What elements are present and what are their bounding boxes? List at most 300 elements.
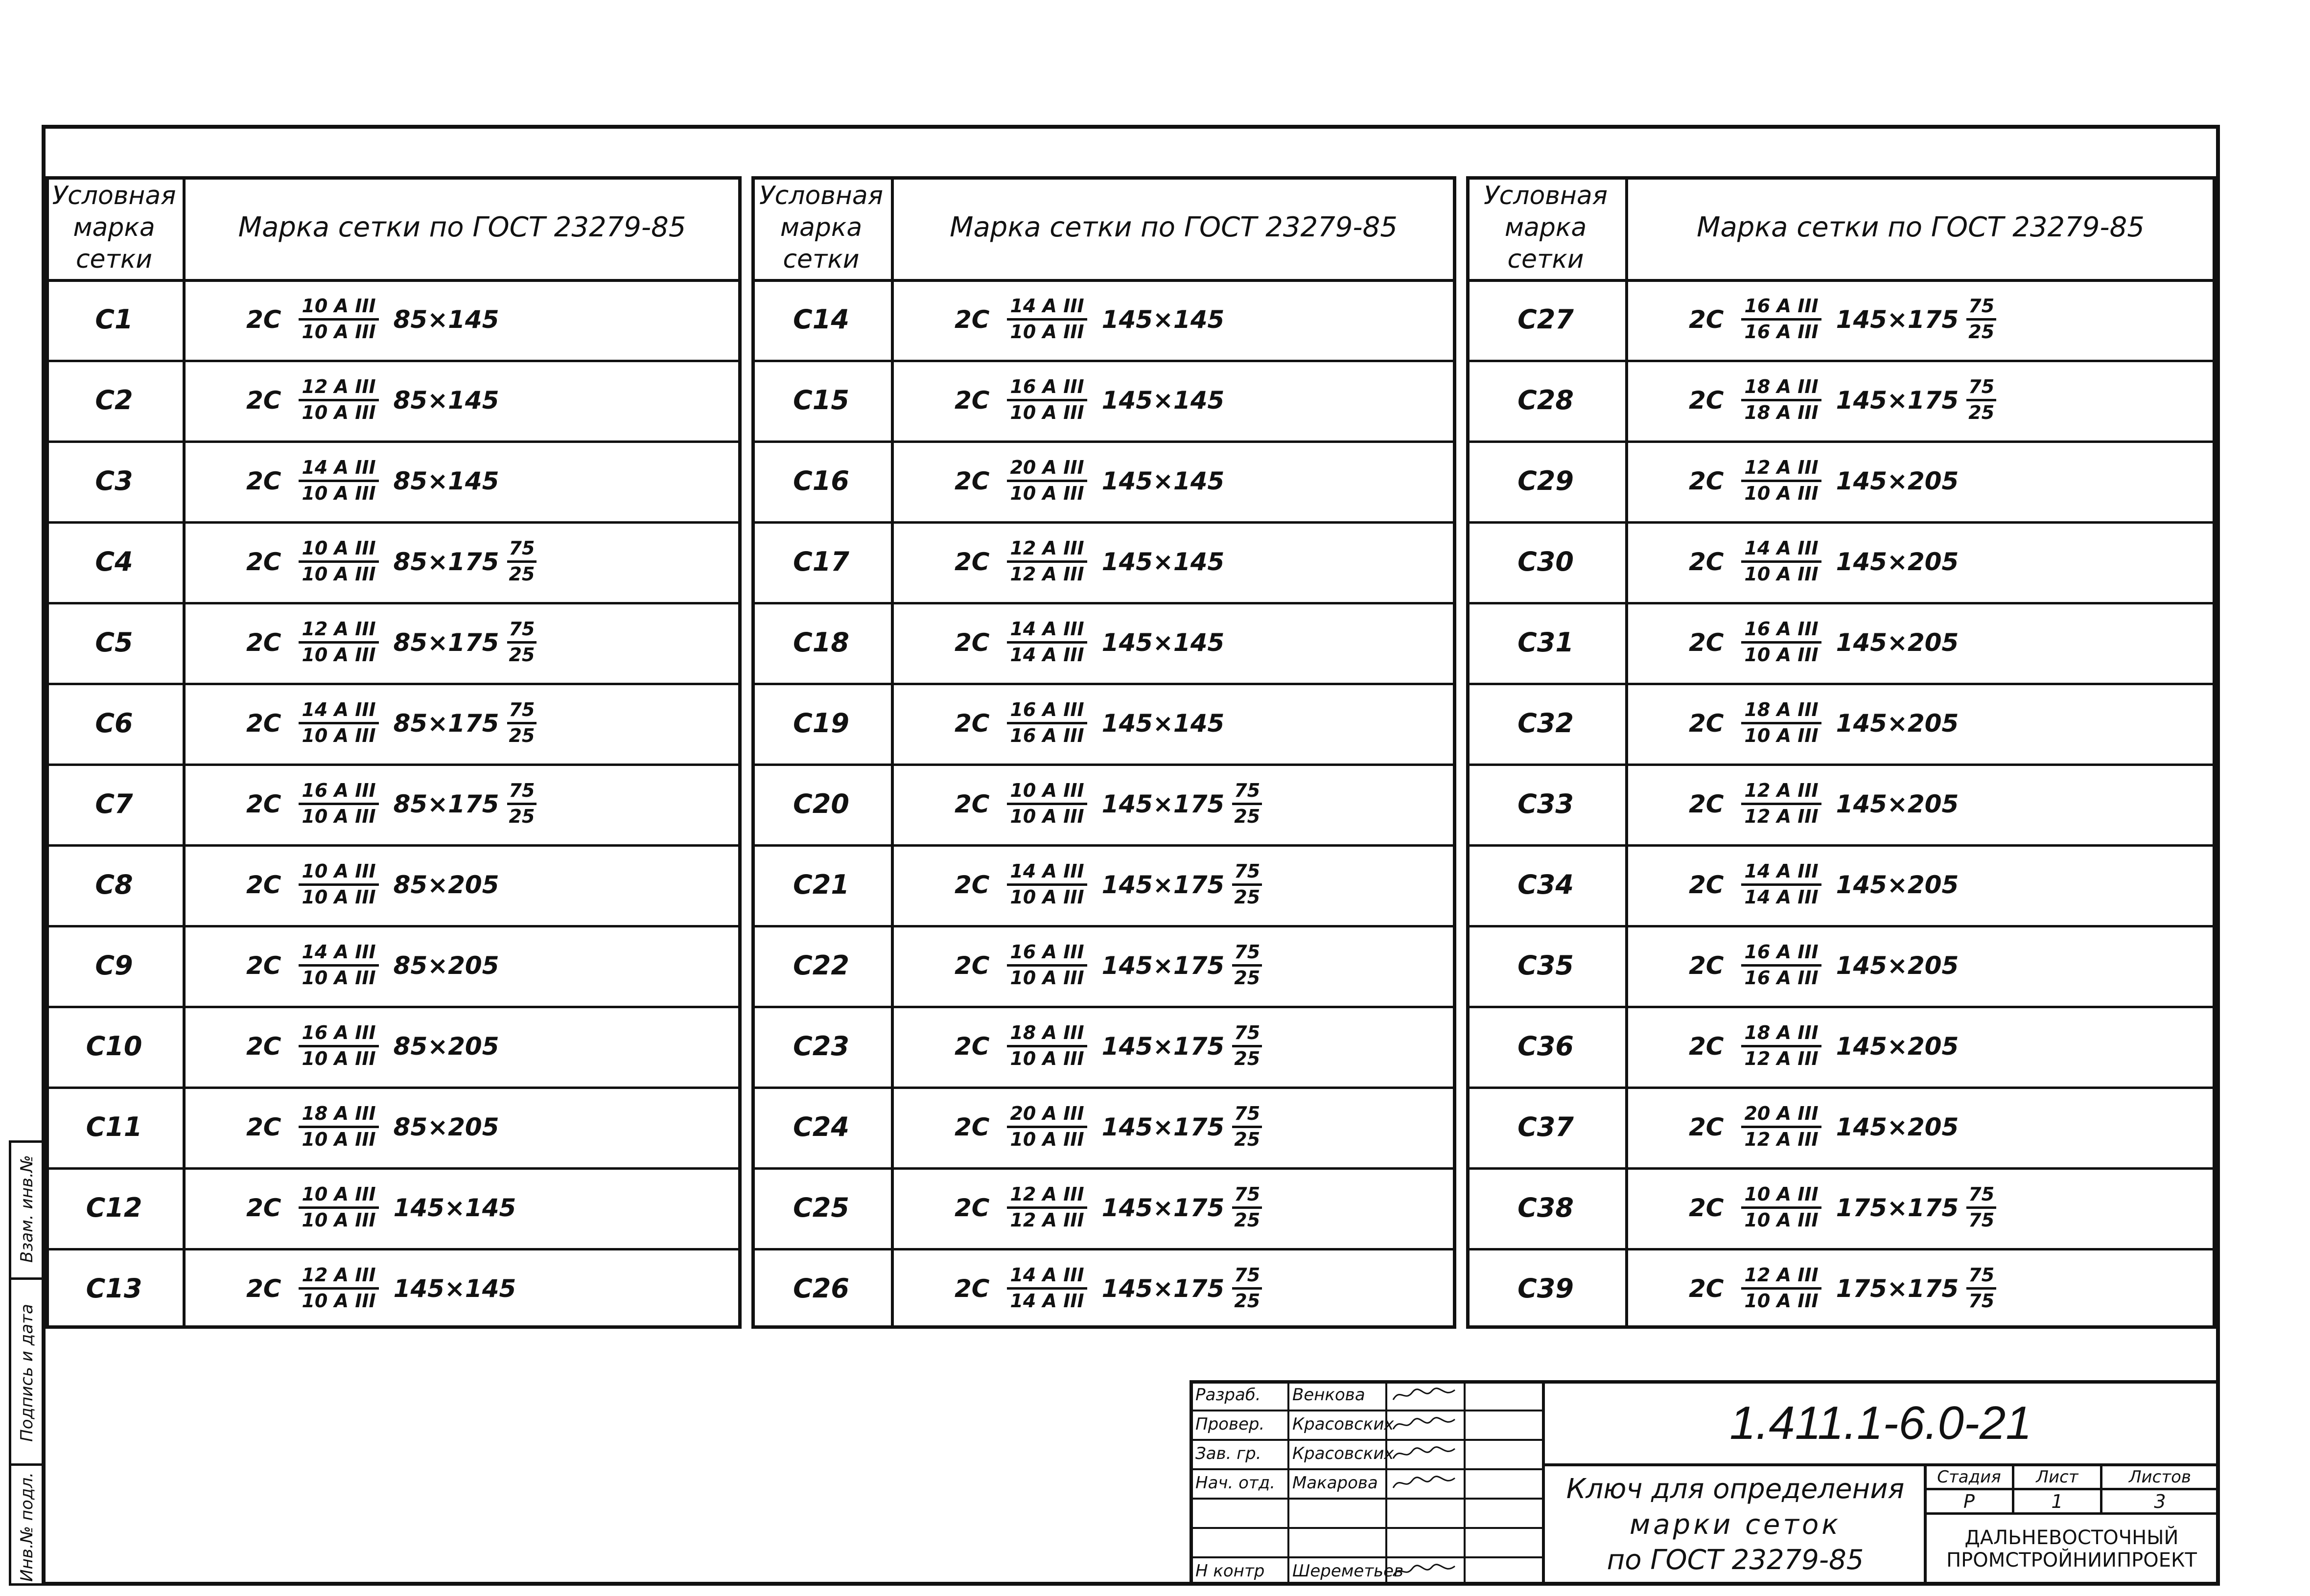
- transverse-bar: 16 А III: [1010, 725, 1084, 746]
- mesh-size: 145×175: [1836, 305, 1959, 334]
- grid-mark-cell: [1689, 521, 1966, 602]
- frame-top: [42, 125, 2220, 129]
- longitudinal-bar: 14 А III: [1741, 861, 1821, 886]
- bar-diameter-fraction: [1007, 1184, 1087, 1231]
- tb-sheets-value: 3: [2154, 1490, 2166, 1512]
- table-column-divider: [1625, 176, 1628, 1329]
- overhang-top: 75: [1966, 296, 1996, 321]
- overhang-top: 75: [507, 538, 537, 563]
- grid-code-cell: С37: [1517, 1111, 1574, 1142]
- tb-doc-number: 1.411.1-6.0-21: [1729, 1397, 2032, 1449]
- longitudinal-bar: 16 А III: [299, 780, 378, 805]
- bar-diameter-fraction: [1007, 1022, 1087, 1069]
- overhang-bottom: 25: [1968, 321, 1995, 343]
- mesh-size: 85×205: [393, 1112, 499, 1141]
- transverse-bar: 10 А III: [1744, 1209, 1819, 1231]
- longitudinal-bar: 12 А III: [1741, 1265, 1821, 1290]
- bar-diameter-fraction: [299, 538, 378, 585]
- overhang-fraction: [1966, 376, 1996, 423]
- mark-prefix: 2С: [246, 789, 281, 818]
- bar-diameter-fraction: [299, 1022, 378, 1069]
- grid-mark-cell: [246, 521, 537, 602]
- overhang-fraction: [507, 780, 537, 827]
- mesh-size: 145×145: [1101, 466, 1225, 495]
- mark-prefix: 2С: [1689, 628, 1724, 657]
- grid-code-cell: С25: [793, 1192, 849, 1223]
- overhang-bottom: 75: [1968, 1290, 1995, 1312]
- longitudinal-bar: 16 А III: [1007, 376, 1087, 401]
- longitudinal-bar: 10 А III: [1741, 1184, 1821, 1209]
- grid-mark-cell: [1689, 360, 1996, 440]
- grid-code-cell: С9: [95, 950, 133, 981]
- mark-prefix: 2С: [1689, 1193, 1724, 1222]
- sign-role: Нач. отд.: [1195, 1473, 1276, 1493]
- longitudinal-bar: 18 А III: [1741, 1022, 1821, 1047]
- grid-mark-cell: [1689, 1248, 1996, 1329]
- longitudinal-bar: 12 А III: [299, 619, 378, 644]
- bar-diameter-fraction: [1007, 296, 1087, 343]
- mark-prefix: 2С: [1689, 951, 1724, 980]
- grid-mark-cell: [1689, 683, 1966, 763]
- grid-code-cell: С11: [86, 1111, 142, 1142]
- bar-diameter-fraction: [1007, 538, 1087, 585]
- grid-mark-cell: [955, 1087, 1262, 1167]
- longitudinal-bar: 20 А III: [1741, 1103, 1821, 1128]
- mesh-size: 145×205: [1836, 466, 1959, 495]
- longitudinal-bar: 18 А III: [299, 1103, 378, 1128]
- mark-prefix: 2С: [246, 386, 281, 415]
- overhang-bottom: 25: [1234, 1129, 1260, 1150]
- grid-mark-cell: [955, 925, 1262, 1006]
- sign-grid-hline: [1190, 1527, 1542, 1529]
- sign-name: Шереметьев: [1292, 1561, 1404, 1581]
- mark-prefix: 2С: [955, 951, 990, 980]
- longitudinal-bar: 10 А III: [299, 296, 378, 321]
- grid-mark-cell: [246, 279, 507, 360]
- grid-code-cell: С5: [95, 627, 133, 658]
- transverse-bar: 10 А III: [1010, 1048, 1084, 1069]
- mark-prefix: 2С: [955, 547, 990, 576]
- bar-diameter-fraction: [299, 780, 378, 827]
- grid-mark-cell: [955, 521, 1232, 602]
- header-mark-label: Марка сетки по ГОСТ 23279-85: [238, 211, 686, 243]
- transverse-bar: 12 А III: [1744, 1048, 1819, 1069]
- transverse-bar: 16 А III: [1744, 967, 1819, 989]
- handwritten-signature: [1390, 1413, 1461, 1435]
- mesh-size: 145×175: [1101, 1193, 1225, 1222]
- mark-prefix: 2С: [955, 305, 990, 334]
- bar-diameter-fraction: [1741, 619, 1821, 666]
- transverse-bar: 10 А III: [302, 644, 376, 666]
- transverse-bar: 12 А III: [1010, 563, 1084, 585]
- grid-code-cell: С22: [793, 950, 849, 981]
- overhang-bottom: 25: [1234, 1209, 1260, 1231]
- bar-diameter-fraction: [299, 1103, 378, 1150]
- mark-prefix: 2С: [1689, 789, 1724, 818]
- mesh-size: 145×145: [1101, 386, 1225, 415]
- mesh-size: 145×175: [1101, 789, 1225, 818]
- transverse-bar: 10 А III: [1744, 563, 1819, 585]
- transverse-bar: 12 А III: [1010, 1209, 1084, 1231]
- grid-mark-cell: [1689, 925, 1966, 1006]
- longitudinal-bar: 20 А III: [1007, 1103, 1087, 1128]
- overhang-top: 75: [1232, 1184, 1262, 1209]
- mesh-size: 145×205: [1836, 547, 1959, 576]
- tb-sheet-value: 1: [2051, 1490, 2063, 1512]
- mesh-size: 145×175: [1101, 1112, 1225, 1141]
- mesh-size: 85×205: [393, 951, 499, 980]
- overhang-top: 75: [1232, 1103, 1262, 1128]
- grid-code-cell: С24: [793, 1111, 849, 1142]
- overhang-bottom: 25: [1234, 886, 1260, 908]
- grid-mark-cell: [1689, 602, 1966, 683]
- grid-mark-cell: [246, 1087, 507, 1167]
- grid-code-cell: С18: [793, 627, 849, 658]
- overhang-bottom: 25: [1234, 806, 1260, 827]
- sign-name: Красовских: [1292, 1414, 1394, 1434]
- tb-org-line-2: ПРОМСТРОЙНИИПРОЕКТ: [1946, 1549, 2197, 1572]
- overhang-top: 75: [1232, 780, 1262, 805]
- transverse-bar: 10 А III: [1010, 402, 1084, 423]
- longitudinal-bar: 14 А III: [1007, 296, 1087, 321]
- grid-code-cell: С35: [1517, 950, 1574, 981]
- mark-prefix: 2С: [955, 1112, 990, 1141]
- bar-diameter-fraction: [299, 296, 378, 343]
- side-stamp-inv-label: Инв.№ подл.: [17, 1472, 37, 1582]
- transverse-bar: 10 А III: [302, 886, 376, 908]
- mesh-size: 85×175: [393, 628, 499, 657]
- header-code-label: Условная марка сетки: [52, 181, 176, 274]
- longitudinal-bar: 10 А III: [299, 861, 378, 886]
- longitudinal-bar: 12 А III: [1741, 457, 1821, 482]
- overhang-bottom: 25: [509, 644, 535, 666]
- longitudinal-bar: 18 А III: [1007, 1022, 1087, 1047]
- overhang-top: 75: [507, 619, 537, 644]
- mesh-size: 145×205: [1836, 1112, 1959, 1141]
- mark-prefix: 2С: [955, 466, 990, 495]
- grid-code-cell: С10: [86, 1031, 142, 1062]
- mark-prefix: 2С: [1689, 1274, 1724, 1303]
- longitudinal-bar: 12 А III: [1741, 780, 1821, 805]
- longitudinal-bar: 20 А III: [1007, 457, 1087, 482]
- overhang-fraction: [1232, 861, 1262, 908]
- bar-diameter-fraction: [1741, 699, 1821, 746]
- transverse-bar: 10 А III: [302, 967, 376, 989]
- overhang-bottom: 25: [1234, 1048, 1260, 1069]
- grid-code-cell: С38: [1517, 1192, 1574, 1223]
- tb-org-line-1: ДАЛЬНЕВОСТОЧНЫЙ: [1964, 1527, 2179, 1549]
- mark-prefix: 2С: [246, 1274, 281, 1303]
- sign-role: Зав. гр.: [1195, 1444, 1261, 1463]
- mesh-size: 145×205: [1836, 628, 1959, 657]
- grid-mark-cell: [1689, 440, 1966, 521]
- transverse-bar: 10 А III: [1744, 1290, 1819, 1312]
- grid-code-cell: С4: [95, 546, 133, 577]
- longitudinal-bar: 12 А III: [1007, 538, 1087, 563]
- overhang-bottom: 25: [1968, 402, 1995, 423]
- grid-code-cell: С20: [793, 788, 849, 819]
- header-code-label: Условная марка сетки: [759, 181, 884, 274]
- overhang-top: 75: [1966, 1265, 1996, 1290]
- grid-mark-cell: [955, 1248, 1262, 1329]
- grid-code-cell: С21: [793, 869, 849, 900]
- grid-code-cell: С3: [95, 465, 133, 496]
- tb-organization: [1927, 1515, 2217, 1583]
- handwritten-signature: [1390, 1560, 1461, 1582]
- mesh-size: 145×145: [393, 1274, 516, 1303]
- longitudinal-bar: 18 А III: [1741, 699, 1821, 724]
- bar-diameter-fraction: [299, 861, 378, 908]
- grid-mark-cell: [246, 360, 507, 440]
- overhang-top: 75: [1966, 1184, 1996, 1209]
- grid-mark-cell: [246, 1006, 507, 1087]
- mesh-size: 85×145: [393, 305, 499, 334]
- bar-diameter-fraction: [1741, 376, 1821, 423]
- transverse-bar: 10 А III: [302, 563, 376, 585]
- longitudinal-bar: 10 А III: [1007, 780, 1087, 805]
- grid-mark-cell: [955, 1167, 1262, 1248]
- bar-diameter-fraction: [1007, 1103, 1087, 1150]
- transverse-bar: 10 А III: [302, 1129, 376, 1150]
- longitudinal-bar: 14 А III: [299, 457, 378, 482]
- longitudinal-bar: 16 А III: [299, 1022, 378, 1047]
- tb-doc-title-line-2: марки сеток: [1629, 1508, 1842, 1541]
- grid-code-cell: С1: [95, 304, 133, 335]
- mesh-size: 145×205: [1836, 789, 1959, 818]
- mesh-size: 145×145: [1101, 305, 1225, 334]
- mesh-size: 145×145: [1101, 628, 1225, 657]
- grid-code-cell: С36: [1517, 1031, 1574, 1062]
- bar-diameter-fraction: [1007, 699, 1087, 746]
- longitudinal-bar: 16 А III: [1741, 296, 1821, 321]
- overhang-top: 75: [1232, 861, 1262, 886]
- grid-code-cell: С33: [1517, 788, 1574, 819]
- sign-name: Красовских: [1292, 1444, 1394, 1463]
- grid-mark-cell: [955, 602, 1232, 683]
- overhang-bottom: 25: [509, 725, 535, 746]
- bar-diameter-fraction: [1007, 780, 1087, 827]
- mesh-size: 145×205: [1836, 870, 1959, 899]
- bar-diameter-fraction: [299, 1184, 378, 1231]
- bar-diameter-fraction: [1741, 538, 1821, 585]
- frame-right: [2216, 125, 2220, 1586]
- mark-prefix: 2С: [1689, 305, 1724, 334]
- grid-code-cell: С39: [1517, 1273, 1574, 1304]
- tb-doc-title-line-1: Ключ для определения: [1566, 1473, 1905, 1505]
- grid-mark-cell: [955, 1006, 1262, 1087]
- grid-mark-cell: [246, 602, 537, 683]
- overhang-top: 75: [1232, 1022, 1262, 1047]
- tb-doc-title-line-3: по ГОСТ 23279-85: [1607, 1544, 1864, 1576]
- longitudinal-bar: 18 А III: [1741, 376, 1821, 401]
- grid-code-cell: С15: [793, 385, 849, 416]
- mesh-size: 145×205: [1836, 709, 1959, 738]
- transverse-bar: 14 А III: [1744, 886, 1819, 908]
- grid-mark-cell: [246, 1248, 524, 1329]
- grid-mark-cell: [246, 440, 507, 521]
- transverse-bar: 10 А III: [1010, 806, 1084, 827]
- overhang-fraction: [1232, 1103, 1262, 1150]
- longitudinal-bar: 16 А III: [1007, 942, 1087, 967]
- mesh-size: 145×145: [1101, 709, 1225, 738]
- mark-prefix: 2С: [1689, 709, 1724, 738]
- mark-prefix: 2С: [1689, 547, 1724, 576]
- sign-role: Н контр: [1195, 1561, 1265, 1581]
- mesh-size: 85×145: [393, 386, 499, 415]
- grid-code-cell: С2: [95, 385, 133, 416]
- overhang-fraction: [1232, 1022, 1262, 1069]
- grid-mark-cell: [1689, 279, 1996, 360]
- sign-role: Провер.: [1195, 1414, 1265, 1434]
- mark-prefix: 2С: [955, 386, 990, 415]
- grid-code-cell: С34: [1517, 869, 1574, 900]
- grid-code-cell: С19: [793, 708, 849, 739]
- mark-prefix: 2С: [246, 305, 281, 334]
- table-column-divider: [891, 176, 894, 1329]
- grid-mark-cell: [955, 360, 1232, 440]
- bar-diameter-fraction: [299, 376, 378, 423]
- longitudinal-bar: 10 А III: [299, 1184, 378, 1209]
- transverse-bar: 14 А III: [1010, 644, 1084, 666]
- longitudinal-bar: 14 А III: [1741, 538, 1821, 563]
- grid-mark-cell: [1689, 1006, 1966, 1087]
- bar-diameter-fraction: [1007, 376, 1087, 423]
- handwritten-signature: [1390, 1443, 1461, 1464]
- side-stamp-sign-label: Подпись и дата: [17, 1304, 37, 1442]
- mark-prefix: 2С: [246, 1112, 281, 1141]
- mark-prefix: 2С: [246, 870, 281, 899]
- sign-name: Венкова: [1292, 1385, 1365, 1405]
- grid-code-cell: С28: [1517, 385, 1574, 416]
- grid-mark-cell: [955, 683, 1232, 763]
- transverse-bar: 10 А III: [1744, 644, 1819, 666]
- longitudinal-bar: 16 А III: [1007, 699, 1087, 724]
- longitudinal-bar: 10 А III: [299, 538, 378, 563]
- mark-prefix: 2С: [955, 789, 990, 818]
- mark-prefix: 2С: [1689, 1112, 1724, 1141]
- bar-diameter-fraction: [299, 457, 378, 504]
- overhang-fraction: [1232, 1184, 1262, 1231]
- mesh-size: 85×175: [393, 709, 499, 738]
- longitudinal-bar: 14 А III: [299, 699, 378, 724]
- grid-code-cell: С7: [95, 788, 133, 819]
- transverse-bar: 10 А III: [302, 321, 376, 343]
- grid-mark-cell: [1689, 1087, 1966, 1167]
- sign-name: Макарова: [1292, 1473, 1378, 1493]
- transverse-bar: 10 А III: [302, 1209, 376, 1231]
- transverse-bar: 12 А III: [1744, 806, 1819, 827]
- grid-code-cell: С12: [86, 1192, 142, 1223]
- transverse-bar: 10 А III: [302, 1290, 376, 1312]
- overhang-top: 75: [1966, 376, 1996, 401]
- transverse-bar: 14 А III: [1010, 1290, 1084, 1312]
- tb-hline-stage-2: [1924, 1512, 2220, 1515]
- longitudinal-bar: 14 А III: [1007, 1265, 1087, 1290]
- mesh-size: 85×175: [393, 547, 499, 576]
- handwritten-signature: [1390, 1472, 1461, 1494]
- mark-prefix: 2С: [1689, 870, 1724, 899]
- overhang-fraction: [1966, 296, 1996, 343]
- longitudinal-bar: 12 А III: [299, 376, 378, 401]
- grid-code-cell: С16: [793, 465, 849, 496]
- longitudinal-bar: 14 А III: [299, 942, 378, 967]
- mesh-size: 145×205: [1836, 1032, 1959, 1061]
- longitudinal-bar: 12 А III: [1007, 1184, 1087, 1209]
- tb-doc-title: [1547, 1466, 1924, 1584]
- bar-diameter-fraction: [1741, 1103, 1821, 1150]
- overhang-top: 75: [507, 699, 537, 724]
- longitudinal-bar: 16 А III: [1741, 942, 1821, 967]
- overhang-top: 75: [507, 780, 537, 805]
- bar-diameter-fraction: [1741, 1265, 1821, 1312]
- transverse-bar: 10 А III: [302, 483, 376, 504]
- bar-diameter-fraction: [1007, 861, 1087, 908]
- mark-prefix: 2С: [246, 628, 281, 657]
- longitudinal-bar: 14 А III: [1007, 861, 1087, 886]
- mesh-size: 145×175: [1101, 1032, 1225, 1061]
- transverse-bar: 12 А III: [1744, 1129, 1819, 1150]
- header-mark-label: Марка сетки по ГОСТ 23279-85: [950, 211, 1398, 243]
- longitudinal-bar: 16 А III: [1741, 619, 1821, 644]
- grid-code-cell: С6: [95, 708, 133, 739]
- mesh-size: 145×175: [1836, 386, 1959, 415]
- bar-diameter-fraction: [1007, 942, 1087, 989]
- overhang-fraction: [507, 699, 537, 746]
- grid-mark-cell: [1689, 763, 1966, 844]
- overhang-top: 75: [1232, 1265, 1262, 1290]
- mark-prefix: 2С: [955, 709, 990, 738]
- mesh-size: 145×175: [1101, 870, 1225, 899]
- transverse-bar: 10 А III: [1010, 1129, 1084, 1150]
- grid-mark-cell: [246, 925, 507, 1006]
- overhang-bottom: 25: [509, 806, 535, 827]
- overhang-fraction: [1232, 942, 1262, 989]
- bar-diameter-fraction: [1741, 1022, 1821, 1069]
- mesh-size: 145×205: [1836, 951, 1959, 980]
- mark-prefix: 2С: [1689, 1032, 1724, 1061]
- transverse-bar: 10 А III: [302, 806, 376, 827]
- mesh-size: 145×175: [1101, 951, 1225, 980]
- tb-stage-label: Стадия: [1937, 1467, 2001, 1487]
- transverse-bar: 16 А III: [1744, 321, 1819, 343]
- mark-prefix: 2С: [246, 709, 281, 738]
- grid-code-cell: С27: [1517, 304, 1574, 335]
- mark-prefix: 2С: [1689, 466, 1724, 495]
- bar-diameter-fraction: [1741, 457, 1821, 504]
- transverse-bar: 10 А III: [302, 402, 376, 423]
- mesh-size: 145×145: [1101, 547, 1225, 576]
- handwritten-signature: [1390, 1384, 1461, 1406]
- transverse-bar: 10 А III: [1010, 967, 1084, 989]
- bar-diameter-fraction: [299, 699, 378, 746]
- bar-diameter-fraction: [299, 619, 378, 666]
- table-column-divider: [183, 176, 186, 1329]
- transverse-bar: 10 А III: [1010, 483, 1084, 504]
- side-stamp-replace-label: Взам. инв.№: [17, 1155, 37, 1263]
- grid-mark-cell: [955, 279, 1232, 360]
- grid-code-cell: С32: [1517, 708, 1574, 739]
- bar-diameter-fraction: [1007, 457, 1087, 504]
- sign-grid-hline: [1190, 1498, 1542, 1500]
- grid-code-cell: С17: [793, 546, 849, 577]
- bar-diameter-fraction: [1741, 780, 1821, 827]
- overhang-fraction: [1232, 780, 1262, 827]
- grid-code-cell: С8: [95, 869, 133, 900]
- grid-code-cell: С14: [793, 304, 849, 335]
- grid-code-cell: С23: [793, 1031, 849, 1062]
- overhang-bottom: 75: [1968, 1209, 1995, 1231]
- mesh-size: 85×175: [393, 789, 499, 818]
